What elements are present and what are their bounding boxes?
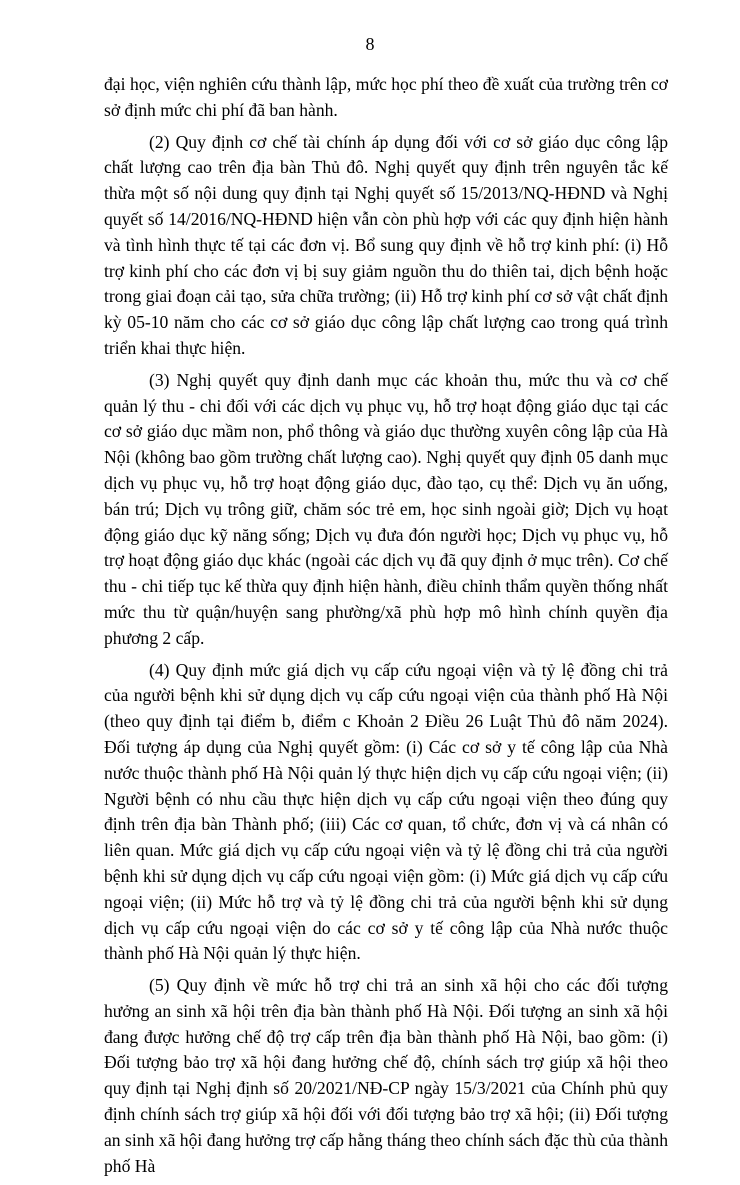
document-body [104, 72, 668, 1185]
paragraph-item-4: (4) Quy định mức giá dịch vụ cấp cứu ngoại viện và tỷ lệ đồng chi trả của người bệnh khi sử dụng dịch vụ cấp cứu ngoại viện của thành phố Hà Nội (theo quy định tại điểm b, điểm c Khoản 2 Điều 26 Luật Thủ đô năm 2024). Đối tượng áp dụng của Nghị quyết gồm: (i) Các cơ sở y tế công lập của Nhà nước thuộc thành phố Hà Nội quản lý thực hiện dịch vụ cấp cứu ngoại viện; (ii) Người bệnh có nhu cầu thực hiện dịch vụ cấp cứu ngoại viện theo đúng quy định trên địa bàn Thành phố; (iii) Các cơ quan, tổ chức, đơn vị và cá nhân có liên quan. Mức giá dịch vụ cấp cứu ngoại viện và tỷ lệ đồng chi trả của người bệnh khi sử dụng dịch vụ cấp cứu ngoại viện gồm: (i) Mức giá dịch vụ cấp cứu ngoại viện; (ii) Mức hỗ trợ và tỷ lệ đồng chi trả của người bệnh khi sử dụng dịch vụ cấp cứu ngoại viện do các cơ sở y tế công lập của Nhà nước thuộc thành phố Hà Nội quản lý thực hiện. [104, 659, 668, 964]
paragraph-item-3: (3) Nghị quyết quy định danh mục các khoản thu, mức thu và cơ chế quản lý thu - chi đối với các dịch vụ phục vụ, hỗ trợ hoạt động giáo dục tại các cơ sở giáo dục mầm non, phổ thông và giáo dục thường xuyên công lập của Hà Nội (không bao gồm trường chất lượng cao). Nghị quyết quy định 05 danh mục dịch vụ phục vụ, hỗ trợ hoạt động giáo dục, đào tạo, cụ thể: Dịch vụ ăn uống, bán trú; Dịch vụ trông giữ, chăm sóc trẻ em, học sinh ngoài giờ; Dịch vụ hoạt động giáo dục kỹ năng sống; Dịch vụ đưa đón người học; Dịch vụ phục vụ, hỗ trợ hoạt động giáo dục khác (ngoài các dịch vụ đã quy định ở mục trên). Cơ chế thu - chi tiếp tục kế thừa quy định hiện hành, điều chỉnh thẩm quyền thống nhất mức thu từ quận/huyện sang phường/xã phù hợp mô hình chính quyền địa phương 2 cấp. [104, 369, 668, 648]
paragraph-item-2: (2) Quy định cơ chế tài chính áp dụng đối với cơ sở giáo dục công lập chất lượng cao trên địa bàn Thủ đô. Nghị quyết quy định trên nguyên tắc kế thừa một số nội dung quy định tại Nghị quyết số 15/2013/NQ-HĐND và Nghị quyết số 14/2016/NQ-HĐND hiện vẫn còn phù hợp với các quy định hiện hành và tình hình thực tế tại các đơn vị. Bổ sung quy định về hỗ trợ kinh phí: (i) Hỗ trợ kinh phí cho các đơn vị bị suy giảm nguồn thu do thiên tai, dịch bệnh hoặc trong giai đoạn cải tạo, sửa chữa trường; (ii) Hỗ trợ kinh phí cơ sở vật chất định kỳ 05-10 năm cho các cơ sở giáo dục công lập chất lượng cao trong quá trình triển khai thực hiện. [104, 131, 668, 358]
page-number: 8 [365, 34, 375, 54]
paragraph-item-5: (5) Quy định về mức hỗ trợ chi trả an sinh xã hội cho các đối tượng hưởng an sinh xã hội trên địa bàn thành phố Hà Nội. Đối tượng an sinh xã hội đang được hưởng chế độ trợ cấp trên địa bàn thành phố Hà Nội, bao gồm: (i) Đối tượng bảo trợ xã hội đang hưởng chế độ, chính sách trợ giúp xã hội theo quy định tại Nghị định số 20/2021/NĐ-CP ngày 15/3/2021 của Chính phủ quy định chính sách trợ giúp xã hội đối với đối tượng bảo trợ xã hội; (ii) Đối tượng an sinh xã hội đang hưởng trợ cấp hằng tháng theo chính sách đặc thù của thành phố Hà [104, 975, 668, 1176]
paragraph-continuation: đại học, viện nghiên cứu thành lập, mức học phí theo đề xuất của trường trên cơ sở định mức chi phí đã ban hành. [104, 74, 668, 120]
